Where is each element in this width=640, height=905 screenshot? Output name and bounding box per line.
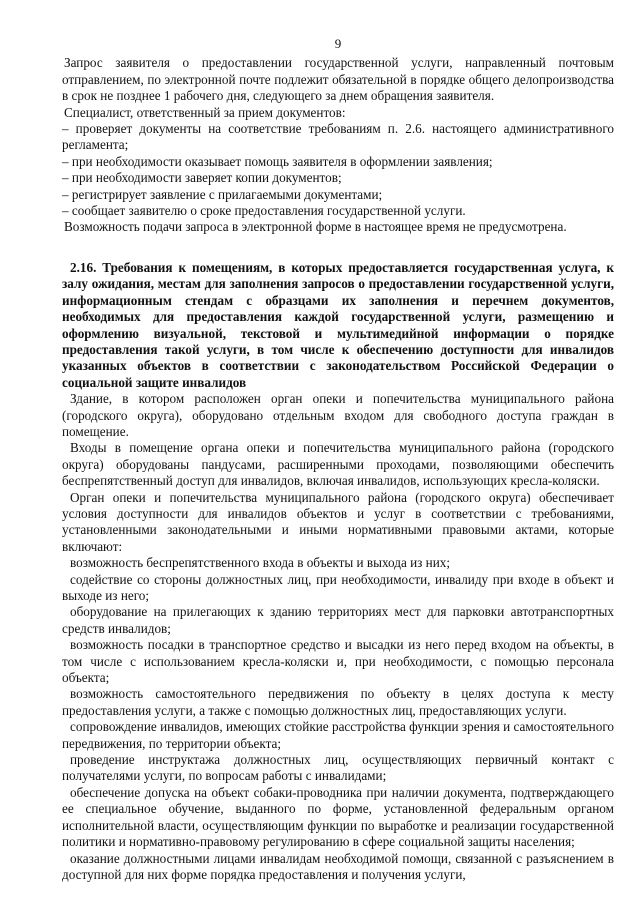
list-item: – при необходимости заверяет копии документов; <box>62 170 342 186</box>
paragraph-electronic-form: Возможность подачи запроса в электронной форме в настоящее время не предусмотрена. <box>64 219 567 235</box>
section-paragraph: возможность беспрепятственного входа в объекты и выхода из них; <box>70 555 451 571</box>
section-paragraph: сопровождение инвалидов, имеющих стойкие расстройства функции зрения и самостоятельного передвижения, по территории объекта; <box>62 719 614 751</box>
paragraph-specialist-intro: Специалист, ответственный за прием документов: <box>64 104 346 120</box>
list-item: – при необходимости оказывает помощь заявителя в оформлении заявления; <box>62 153 493 169</box>
section-paragraph: оказание должностными лицами инвалидам необходимой помощи, связанной с разъяснением в доступной для них форме порядка предоставления и получения услуги, <box>62 850 614 882</box>
section-paragraph: оборудование на прилегающих к зданию территориях мест для парковки автотранспортных средств инвалидов; <box>62 604 614 636</box>
paragraph-request-registration: Запрос заявителя о предоставлении государственной услуги, направленный почтовым отправлением, по электронной почте подлежит обязательной в порядке общего делопроизводства в срок не позднее 1 рабочего дня, следующего за днем обращения заявителя. <box>62 55 614 104</box>
section-paragraph: проведение инструктажа должностных лиц, осуществляющих первичный контакт с получателями услуги, по вопросам работы с инвалидами; <box>62 752 614 784</box>
list-item: – регистрирует заявление с прилагаемыми документами; <box>62 186 383 202</box>
section-paragraph: Здание, в котором расположен орган опеки и попечительства муниципального района (городского округа), оборудовано отдельным входом для свободного доступа граждан в помещение. <box>62 391 614 439</box>
list-item: – проверяет документы на соответствие требованиям п. 2.6. настоящего административного регламента; <box>62 121 614 153</box>
section-paragraph: обеспечение допуска на объект собаки-проводника при наличии документа, подтверждающего ее специальное обучение, выданного по форме, установленной федеральным органом исполнительной власти, осуществляющим функции по выработке и реализации государственной политики и нормативно-правовому регулированию в сфере социальной защиты населения; <box>62 784 614 850</box>
section-heading: 2.16. Требования к помещениям, в которых предоставляется государственная услуга, к залу ожидания, местам для заполнения запросов о предоставлении государственной услуги, информационным стендам с образцами их заполнения и перечнем документов, необходимых для предоставления каждой государственной услуги, размещению и оформлению визуальной, текстовой и мультимедийной информации о порядке предоставления такой услуги, в том числе к обеспечению доступности для инвалидов указанных объектов в соответствии с законодательством Российской Федерации о социальной защите инвалидов <box>62 259 614 390</box>
section-2-16 <box>62 260 614 883</box>
section-paragraph: возможность самостоятельного передвижения по объекту в целях доступа к месту предоставления услуги, а также с помощью должностных лиц, предоставляющих услуги. <box>62 686 614 718</box>
section-paragraph: возможность посадки в транспортное средство и высадки из него перед входом на объекты, в том числе с использованием кресла-коляски и, при необходимости, с помощью персонала объекта; <box>62 637 614 686</box>
section-paragraph: содействие со стороны должностных лиц, при необходимости, инвалиду при входе в объект и выходе из него; <box>62 571 614 603</box>
page-number: 9 <box>334 36 342 51</box>
list-item: – сообщает заявителю о сроке предоставления государственной услуги. <box>62 203 466 219</box>
section-paragraph: Орган опеки и попечительства муниципального района (городского округа) обеспечивает условия доступности для инвалидов объектов и услуг в соответствии с требованиями, установленными законодательными и иными нормативными правовыми актами, которые включают: <box>62 489 614 554</box>
document-page <box>62 36 614 883</box>
section-paragraph: Входы в помещение органа опеки и попечительства муниципального района (городского округа) оборудованы пандусами, расширенными проходами, позволяющими обеспечить беспрепятственный доступ для инвалидов, включая инвалидов, использующих кресла-коляски. <box>62 440 614 489</box>
